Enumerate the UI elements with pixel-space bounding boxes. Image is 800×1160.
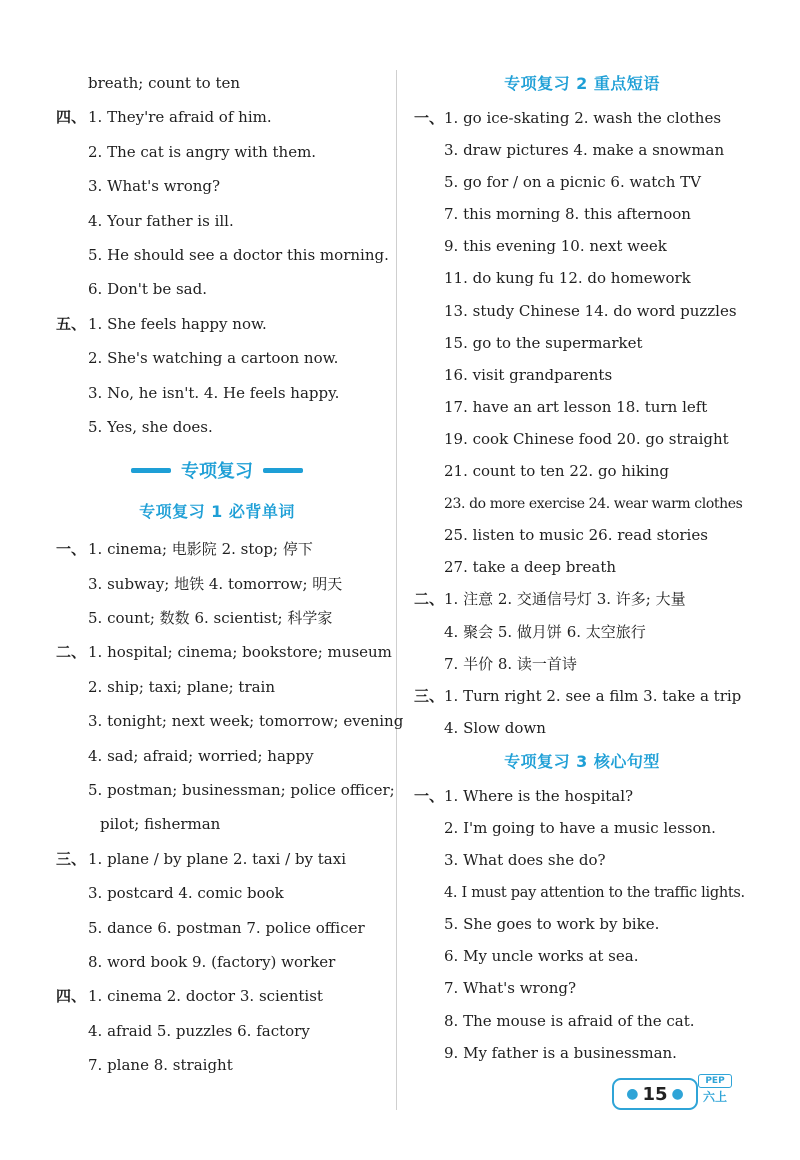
answer-text: 5. Yes, she does. [88,417,213,436]
answer-line [56,169,378,203]
answer-text: 3. tonight; next week; tomorrow; evening [88,712,404,731]
dot-icon: ● [671,1086,684,1102]
dot-icon: ● [626,1086,639,1102]
page-number-badge [612,1078,698,1110]
section-marker: 四、 [56,987,87,1006]
answer-text: 9. this evening 10. next week [444,237,667,256]
answer-text: 16. visit grandparents [444,365,613,384]
section-marker: 五、 [56,314,87,333]
answer-text: 9. My father is a businessman. [444,1043,677,1062]
answer-line [412,780,752,812]
answer-line [56,410,378,444]
answer-line [412,648,752,680]
section-marker: 二、 [56,643,87,662]
answer-line [412,972,752,1004]
answer-text: 13. study Chinese 14. do word puzzles [444,301,737,320]
answer-line [412,940,752,972]
answer-text: 5. She goes to work by bike. [444,915,660,934]
answer-text: 27. take a deep breath [444,558,617,577]
answer-line [412,551,752,583]
answer-line [412,295,752,327]
answer-text: 4. I must pay attention to the traffic lights. [444,885,745,902]
answer-line [412,166,752,198]
answer-text: 2. I'm going to have a music lesson. [444,818,716,837]
answer-line [56,979,378,1013]
answer-text: 17. have an art lesson 18. turn left [444,397,708,416]
answer-line [56,739,378,773]
answer-text: 6. Don't be sad. [88,280,207,299]
answer-text: 25. listen to music 26. read stories [444,526,708,545]
answer-line [412,876,752,908]
answer-line [412,262,752,294]
answer-line [56,1014,378,1048]
answer-line [56,842,378,876]
answer-text: 23. do more exercise 24. wear warm clothes [444,496,743,513]
answer-text: 7. plane 8. straight [88,1056,233,1075]
answer-line [412,680,752,712]
answer-line [56,66,378,100]
answer-text: 15. go to the supermarket [444,333,643,352]
answer-text: 1. hospital; cinema; bookstore; museum [88,643,392,662]
answer-text: 4. Slow down [444,718,546,737]
answer-text: 1. cinema; 电影院 2. stop; 停下 [88,540,313,559]
main-section-title: 专项复习 [181,461,253,483]
column-divider [396,70,397,1110]
answer-line [56,238,389,272]
answer-text: 3. draw pictures 4. make a snowman [444,141,725,160]
answer-line [56,307,378,341]
answer-line [56,532,378,566]
answer-text: 4. Your father is ill. [88,211,234,230]
answer-text: 1. Where is the hospital? [444,786,634,805]
answer-line [412,712,752,744]
answer-line [56,773,395,807]
answer-line [56,567,378,601]
answer-text: 1. Turn right 2. see a film 3. take a trip [444,686,742,705]
section-marker: 二、 [414,590,445,609]
answer-line [412,359,752,391]
answer-text: 1. She feels happy now. [88,314,267,333]
answer-text: 1. go ice-skating 2. wash the clothes [444,109,722,127]
answer-text: 4. sad; afraid; worried; happy [88,746,314,765]
answer-line [56,100,378,134]
section-marker: 一、 [414,109,445,127]
answer-text: 1. plane / by plane 2. taxi / by taxi [88,849,347,868]
edition-tag [698,1074,732,1104]
answer-line [412,423,752,455]
answer-text: 7. What's wrong? [444,979,577,998]
answer-line [56,876,378,910]
answer-line [56,341,378,375]
answer-line [412,102,752,134]
answer-text: 7. 半价 8. 读一首诗 [444,654,577,673]
answer-text: 7. this morning 8. this afternoon [444,205,691,224]
answer-line [56,1048,378,1082]
answer-line [56,376,378,410]
answer-text: 2. She's watching a cartoon now. [88,349,339,368]
answer-line [412,519,752,551]
answer-line [412,327,752,359]
answer-text: 1. They're afraid of him. [88,108,272,127]
answer-line [412,616,752,648]
answer-text: 3. No, he isn't. 4. He feels happy. [88,383,340,402]
answer-text: 4. afraid 5. puzzles 6. factory [88,1021,310,1040]
answer-text: 5. dance 6. postman 7. police officer [88,918,365,937]
answer-line [412,844,752,876]
page-number: 15 [642,1083,668,1105]
sub-heading-2: 专项复习 2 重点短语 [504,74,660,93]
answer-text: 6. My uncle works at sea. [444,947,639,966]
section-marker: 四、 [56,108,87,127]
answer-line [412,812,752,844]
answer-text: 5. postman; businessman; police officer; [88,781,395,800]
answer-line [412,391,752,423]
answer-text: pilot; fisherman [100,815,221,834]
answer-line [412,198,752,230]
answer-line [412,487,752,519]
answer-text: 8. word book 9. (factory) worker [88,952,336,971]
section-marker: 三、 [56,849,87,868]
answer-line [56,945,378,979]
answer-text: 5. He should see a doctor this morning. [88,245,389,264]
answer-line [56,670,378,704]
answer-line [56,635,392,669]
answer-text: 3. What does she do? [444,851,606,870]
answer-text: 19. cook Chinese food 20. go straight [444,429,729,448]
answer-line [412,134,752,166]
answer-text: 3. postcard 4. comic book [88,884,284,903]
answer-line [412,908,752,940]
answer-line [56,135,378,169]
answer-text: 5. go for / on a picnic 6. watch TV [444,173,701,192]
right-column [412,66,752,1069]
answer-text: 2. The cat is angry with them. [88,142,317,161]
left-column [56,66,404,1083]
answer-line [412,1037,752,1069]
answer-line [56,704,404,738]
answer-line [56,911,378,945]
answer-line [412,1005,752,1037]
answer-text: 5. count; 数数 6. scientist; 科学家 [88,609,333,628]
main-section-heading [56,448,378,492]
answer-line [412,455,752,487]
answer-text: 21. count to ten 22. go hiking [444,462,669,481]
answer-line [56,204,378,238]
answer-line [56,807,378,841]
answer-text: breath; count to ten [88,74,241,92]
section-marker: 一、 [56,540,87,559]
sub-heading-3: 专项复习 3 核心句型 [504,751,660,771]
heading-bar-left [131,468,171,473]
answer-text: 3. subway; 地铁 4. tomorrow; 明天 [88,574,343,593]
section-marker: 一、 [414,786,445,805]
answer-line [412,230,752,262]
answer-text: 1. cinema 2. doctor 3. scientist [88,987,323,1006]
answer-text: 4. 聚会 5. 做月饼 6. 太空旅行 [444,622,646,641]
answer-text: 1. 注意 2. 交通信号灯 3. 许多; 大量 [444,590,686,609]
answer-text: 3. What's wrong? [88,177,221,196]
grade-label: 六上 [702,1090,727,1104]
sub-heading-1: 专项复习 1 必背单词 [139,502,295,522]
answer-text: 8. The mouse is afraid of the cat. [444,1011,695,1030]
answer-line [56,272,378,306]
answer-text: 11. do kung fu 12. do homework [444,269,691,288]
answer-line [56,601,378,635]
edition-label: PEP [698,1074,732,1088]
section-marker: 三、 [414,686,445,705]
answer-text: 2. ship; taxi; plane; train [88,677,276,696]
answer-line [412,583,752,615]
heading-bar-right [263,468,303,473]
